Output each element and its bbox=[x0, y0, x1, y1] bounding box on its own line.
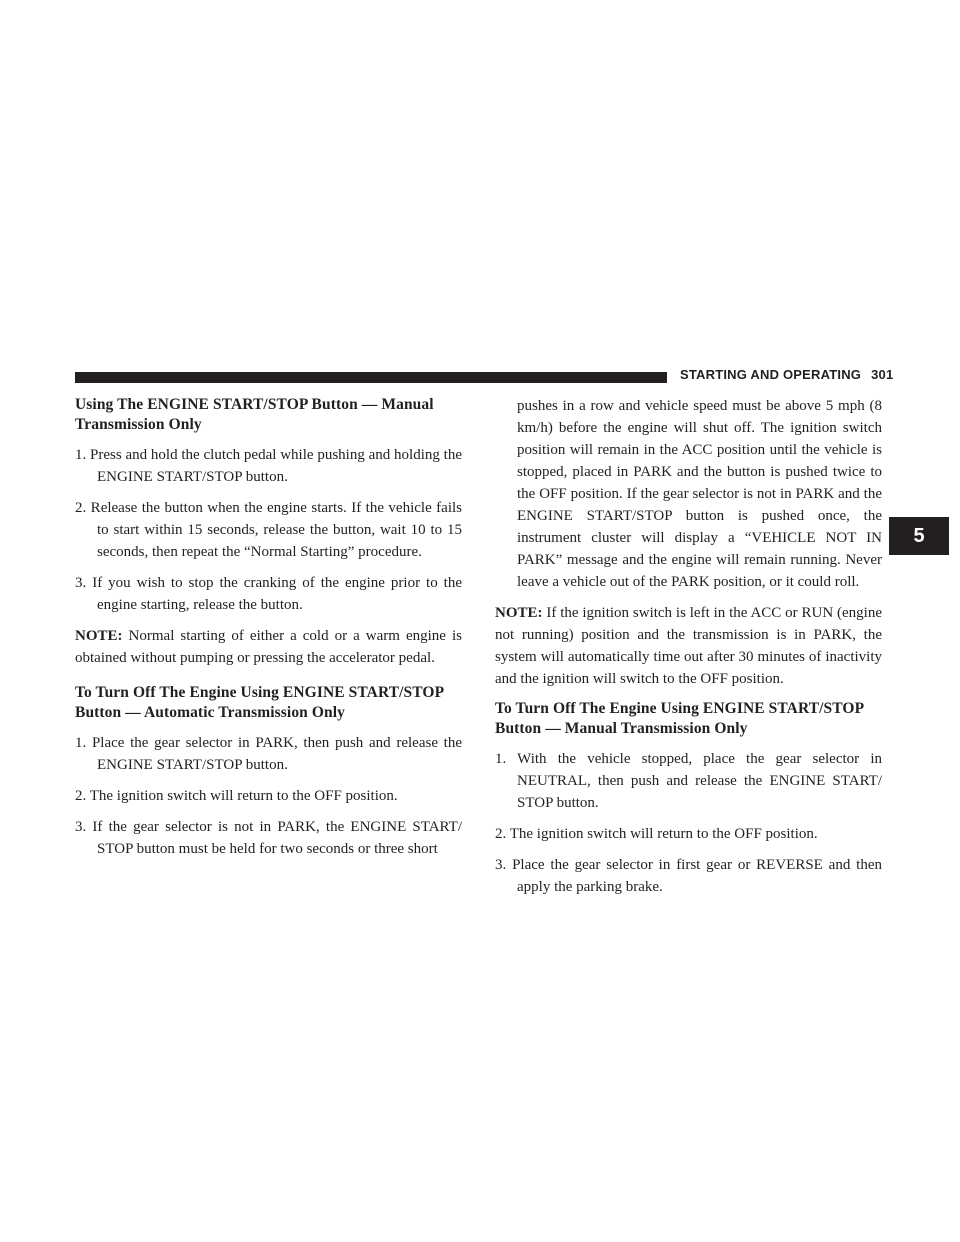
heading-turn-off-manual: To Turn Off The Engine Using ENGINE START/STOP Button — Manual Transmission Only bbox=[495, 700, 864, 737]
page-number: 301 bbox=[871, 367, 894, 382]
chapter-tab: 5 bbox=[889, 517, 949, 555]
note-text: Normal starting of either a cold or a warm engine is obtained without pumping or pressing the accelerator pedal. bbox=[75, 628, 462, 666]
list-item: 2. The ignition switch will return to the OFF position. bbox=[75, 788, 398, 804]
heading-start-stop-manual: Using The ENGINE START/STOP Button — Manual Transmission Only bbox=[75, 396, 434, 433]
note-label: NOTE: bbox=[495, 605, 543, 621]
left-column bbox=[75, 395, 462, 869]
list-item: 2. The ignition switch will return to the OFF position. bbox=[495, 826, 818, 842]
list-item: 2. Release the button when the engine starts. If the vehicle fails to start within 15 seconds, release the button, wait 10 to 15 seconds, then repeat the “Normal Starting” procedure. bbox=[75, 500, 462, 560]
note-paragraph bbox=[75, 625, 462, 669]
list-continuation: pushes in a row and vehicle speed must be above 5 mph (8 km/h) before the engine will shut off. The ignition switch position will remain in the ACC position until the vehicle is stopped, placed in PARK and the button is pushed twice to the OFF position. If the gear selector is not in PARK and the ENGINE START/STOP button is pushed once, the instrument cluster will display a “VEHICLE NOT IN PARK” message and the engine will remain running. Never leave a vehicle out of the PARK position, or it could roll. bbox=[517, 398, 882, 590]
list-item: 1. With the vehicle stopped, place the gear selector in NEUTRAL, then push and release the ENGINE START/ STOP button. bbox=[495, 751, 882, 811]
note-label: NOTE: bbox=[75, 628, 123, 644]
list-item: 3. If you wish to stop the cranking of the engine prior to the engine starting, release the button. bbox=[75, 575, 462, 613]
list-item: 3. If the gear selector is not in PARK, the ENGINE START/ STOP button must be held for two seconds or three short bbox=[75, 819, 462, 857]
note-text: If the ignition switch is left in the ACC or RUN (engine not running) position and the transmission is in PARK, the system will automatically time out after 30 minutes of inactivity and the ignition will switch to the OFF position. bbox=[495, 605, 882, 687]
section-title: STARTING AND OPERATING bbox=[680, 367, 862, 382]
list-item: 1. Place the gear selector in PARK, then push and release the ENGINE START/STOP button. bbox=[75, 735, 462, 773]
header-rule bbox=[75, 372, 667, 383]
list-item: 3. Place the gear selector in first gear or REVERSE and then apply the parking brake. bbox=[495, 857, 882, 895]
note-paragraph bbox=[495, 602, 882, 690]
list-item: 1. Press and hold the clutch pedal while pushing and holding the ENGINE START/STOP button. bbox=[75, 447, 462, 485]
heading-turn-off-automatic: To Turn Off The Engine Using ENGINE START/STOP Button — Automatic Transmission Only bbox=[75, 684, 444, 721]
right-column bbox=[495, 395, 882, 907]
running-header bbox=[680, 367, 894, 382]
